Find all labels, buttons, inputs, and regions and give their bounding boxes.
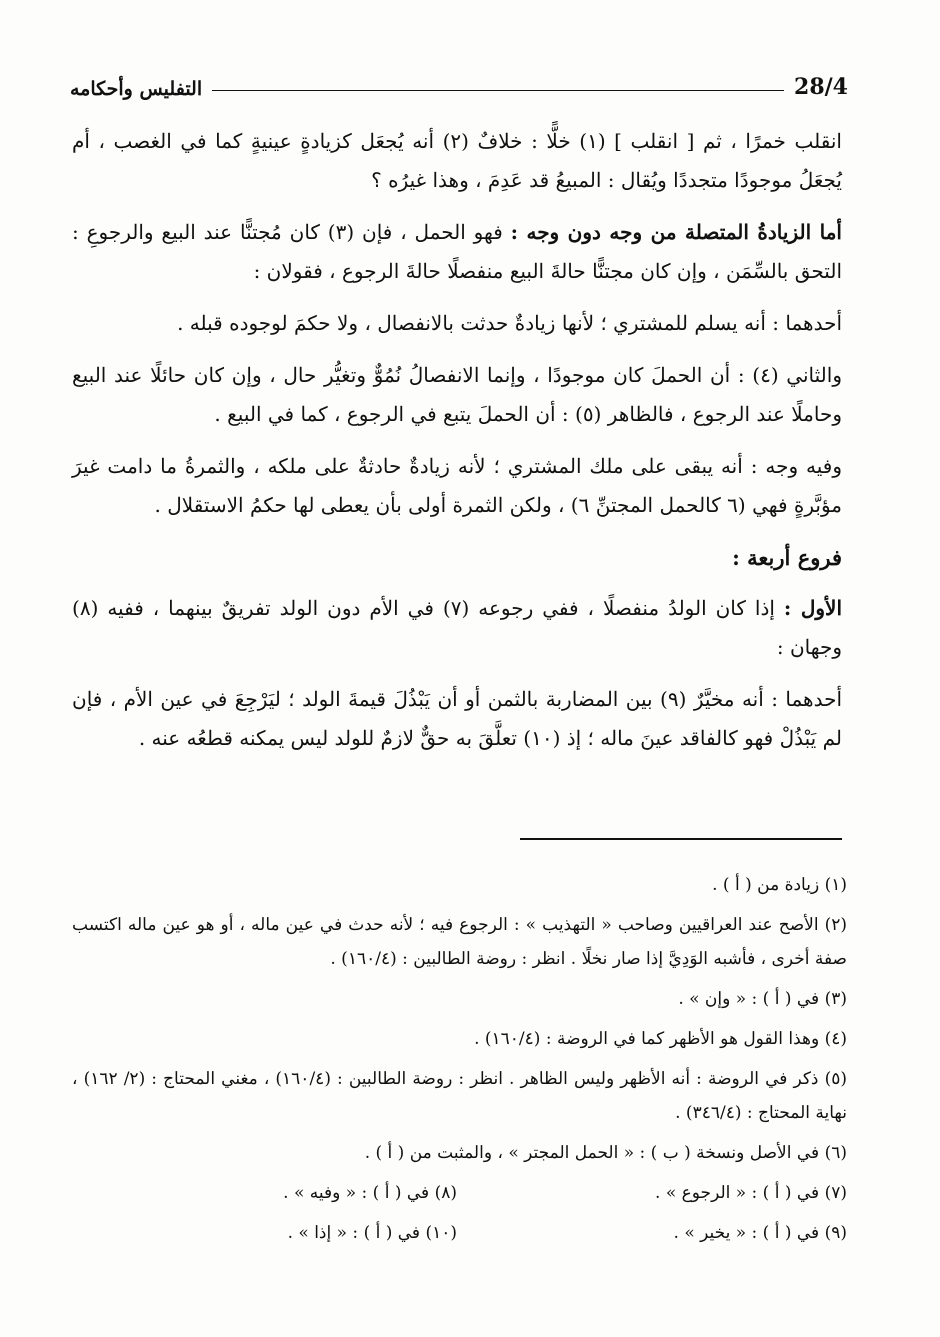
footnote-separator xyxy=(520,838,842,840)
page-number: 28/4 xyxy=(794,74,848,100)
section-heading: فروع أربعة : xyxy=(732,545,842,570)
footnote: (٨) في ( أ ) : « وفيه » . xyxy=(283,1183,457,1203)
footnote: (١٠) في ( أ ) : « إذا » . xyxy=(287,1223,457,1243)
footnote: (٧) في ( أ ) : « الرجوع » . xyxy=(655,1183,847,1203)
footnote: (٥) ذكر في الروضة : أنه الأظهر وليس الظاهر . انظر : روضة الطالبين : (١٦٠/٤) ، مغني المحتاج : (٢/ ١٦٢) ، نهاية المحتاج : (٣٤٦/٤) . xyxy=(72,1069,847,1123)
footnote: (٤) وهذا القول هو الأظهر كما في الروضة : (١٦٠/٤) . xyxy=(474,1029,847,1049)
paragraph-text: فهو الحمل ، فإن (٣) كان مُجتنًّا عند البيع والرجوعِ : التحق بالسِّمَن ، وإن كان مجتنًّا حالةَ البيع منفصلًا حالةَ الرجوع ، فقولان : xyxy=(72,220,842,283)
paragraph: أحدهما : أنه مخيَّرٌ (٩) بين المضاربة بالثمن أو أن يَبْذُلَ قيمةَ الولد ؛ ليَرْجِعَ في عين الأم ، فإن لم يَبْذُلْ فهو كالفاقد عينَ ماله ؛ إذ (١٠) تعلَّقَ به حقٌّ لازمٌ للولد ليس يمكنه قطعُه عنه . xyxy=(72,687,842,750)
paragraph: انقلب خمرًا ، ثم [ انقلب ] (١) خلًّا : خلافٌ (٢) أنه يُجعَل كزيادةٍ عينيةٍ كما في الغصب ، أم يُجعَلُ موجودًا متجددًا ويُقال : المبيعُ قد عَدِمَ ، وهذا غيرُه ؟ xyxy=(72,129,842,192)
header-rule xyxy=(212,90,784,91)
paragraph-text: إذا كان الولدُ منفصلًا ، ففي رجوعه (٧) في الأم دون الولد تفريقٌ بينهما ، ففيه (٨) وجهان : xyxy=(72,596,842,659)
footnote: (٣) في ( أ ) : « وإن » . xyxy=(678,989,847,1009)
running-title: التفليس وأحكامه xyxy=(70,78,203,100)
paragraph xyxy=(72,589,842,667)
footnote: (٦) في الأصل ونسخة ( ب ) : « الحمل المجتر » ، والمثبت من ( أ ) . xyxy=(364,1143,847,1163)
footnote-row xyxy=(72,1216,847,1250)
footnote-row xyxy=(72,1176,847,1210)
paragraph: أحدهما : أنه يسلم للمشتري ؛ لأنها زيادةٌ حدثت بالانفصال ، ولا حكمَ لوجوده قبله . xyxy=(177,311,842,335)
page-header xyxy=(70,60,848,100)
paragraph: وفيه وجه : أنه يبقى على ملك المشتري ؛ لأنه زيادةٌ حادثةٌ على ملكه ، والثمرةُ ما دامت غيرَ مؤبَّرةٍ فهي (٦ كالحمل المجتنِّ ٦) ، ولكن الثمرة أولى بأن يعطى لها حكمُ الاستقلال . xyxy=(72,454,842,517)
footnote: (٩) في ( أ ) : « يخير » . xyxy=(673,1223,847,1243)
footnote: (٢) الأصح عند العراقيين وصاحب « التهذيب » : الرجوع فيه ؛ لأنه حدث في عين ماله ، أو هو عين ماله اكتسب صفة أخرى ، فأشبه الوَدِيَّ إذا صار نخلًا . انظر : روضة الطالبين : (١٦٠/٤) . xyxy=(72,915,847,969)
footnote: (١) زيادة من ( أ ) . xyxy=(712,875,847,895)
section-lead: الأول : xyxy=(783,596,843,620)
main-text xyxy=(72,122,842,771)
section-lead: أما الزيادةُ المتصلة من وجه دون وجه : xyxy=(510,220,842,244)
footnotes xyxy=(72,868,847,1256)
paragraph xyxy=(72,213,842,291)
paragraph: والثاني (٤) : أن الحملَ كان موجودًا ، وإنما الانفصالُ نُمُوٌّ وتغيُّر حال ، وإن كان حائلًا عند البيع وحاملًا عند الرجوع ، فالظاهر (٥) : أن الحملَ يتبع في الرجوع ، كما في البيع . xyxy=(72,363,842,426)
